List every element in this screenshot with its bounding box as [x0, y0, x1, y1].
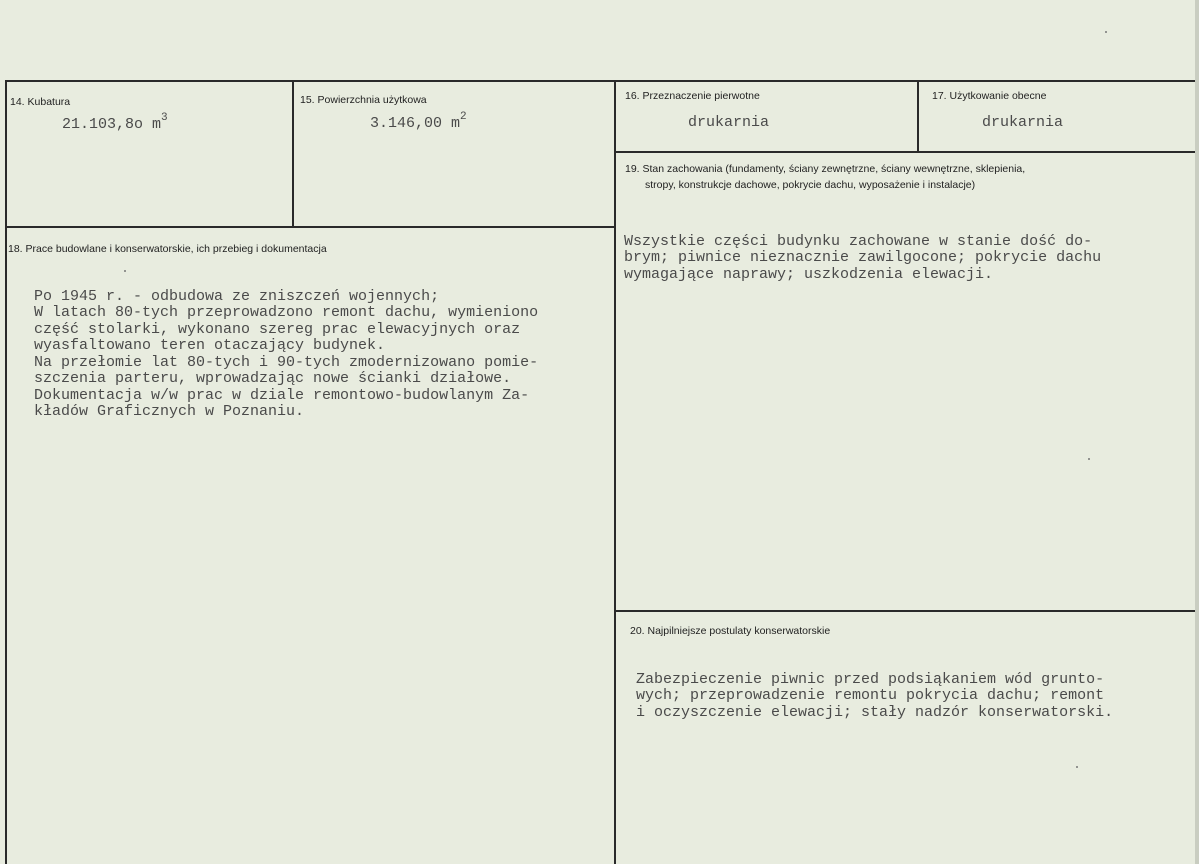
field-20-line: i oczyszczenie elewacji; stały nadzór konserwatorski.: [636, 703, 1114, 721]
field-19-line: Wszystkie części budynku zachowane w stanie dość do-: [624, 232, 1093, 250]
field-20-line: Zabezpieczenie piwnic przed podsiąkaniem wód grunto-: [636, 670, 1105, 688]
field-20-line: wych; przeprowadzenie remontu pokrycia dachu; remont: [636, 687, 1105, 704]
field-15-value: [370, 111, 467, 133]
rule-under-16-17: [614, 151, 1195, 153]
left-rule: [5, 80, 7, 864]
field-18-line: wyasfaltowano teren otaczający budynek.: [34, 337, 386, 354]
field-15-value-text: 3.146,00 m: [370, 115, 461, 132]
field-18-line: Po 1945 r. - odbudowa ze zniszczeń wojennych;: [34, 287, 440, 305]
field-19-text: [624, 217, 1101, 316]
field-18-label: 18. Prace budowlane i konserwatorskie, ich przebieg i dokumentacja: [8, 243, 327, 255]
field-19-line: wymagające naprawy; uszkodzenia elewacji.: [624, 265, 994, 283]
field-19-label-line1: 19. Stan zachowania (fundamenty, ściany zewnętrzne, ściany wewnętrzne, sklepienia,: [625, 163, 1026, 175]
field-18-line: Na przełomie lat 80-tych i 90-tych zmodernizowano pomie-: [34, 353, 539, 371]
field-14-value-text: 21.103,8o m: [62, 116, 162, 133]
field-15-label: 15. Powierzchnia użytkowa: [300, 94, 427, 106]
field-17-label: 17. Użytkowanie obecne: [932, 90, 1047, 102]
paper-speck: [1088, 458, 1090, 460]
field-18-line: W latach 80-tych przeprowadzono remont dachu, wymieniono: [34, 304, 539, 321]
field-14-value: [62, 112, 168, 134]
field-16-value: drukarnia: [688, 114, 770, 131]
field-20-text: [636, 655, 1113, 754]
rule-under-14-15: [5, 226, 616, 228]
field-14-unit-sup: 3: [161, 112, 168, 124]
top-rule: [5, 80, 1195, 82]
field-19-line: brym; piwnice nieznacznie zawilgocone; pokrycie dachu: [624, 249, 1102, 266]
paper-speck: [1076, 766, 1078, 768]
field-20-label: 20. Najpilniejsze postulaty konserwatorskie: [630, 625, 831, 637]
field-17-value: drukarnia: [982, 114, 1064, 131]
field-16-label: 16. Przeznaczenie pierwotne: [625, 90, 760, 102]
divider-14-15: [292, 80, 294, 228]
field-19-label-line2: stropy, konstrukcje dachowe, pokrycie dachu, wyposażenie i instalacje): [645, 179, 976, 191]
center-divider: [614, 80, 616, 864]
paper-speck: [1105, 31, 1107, 33]
field-18-line: Dokumentacja w/w prac w dziale remontowo-budowlanym Za-: [34, 386, 530, 404]
paper-speck: [124, 270, 126, 272]
divider-16-17: [917, 80, 919, 152]
field-14-label: 14. Kubatura: [10, 96, 71, 108]
field-18-line: szczenia parteru, wprowadzając nowe ścianki działowe.: [34, 370, 512, 387]
rule-above-20: [614, 610, 1195, 612]
field-18-line: kładów Graficznych w Poznaniu.: [34, 403, 305, 420]
field-15-unit-sup: 2: [460, 111, 467, 123]
field-18-line: część stolarki, wykonano szereg prac elewacyjnych oraz: [34, 320, 521, 338]
card-edge-shadow: [1195, 0, 1199, 864]
field-18-text: [34, 272, 538, 454]
